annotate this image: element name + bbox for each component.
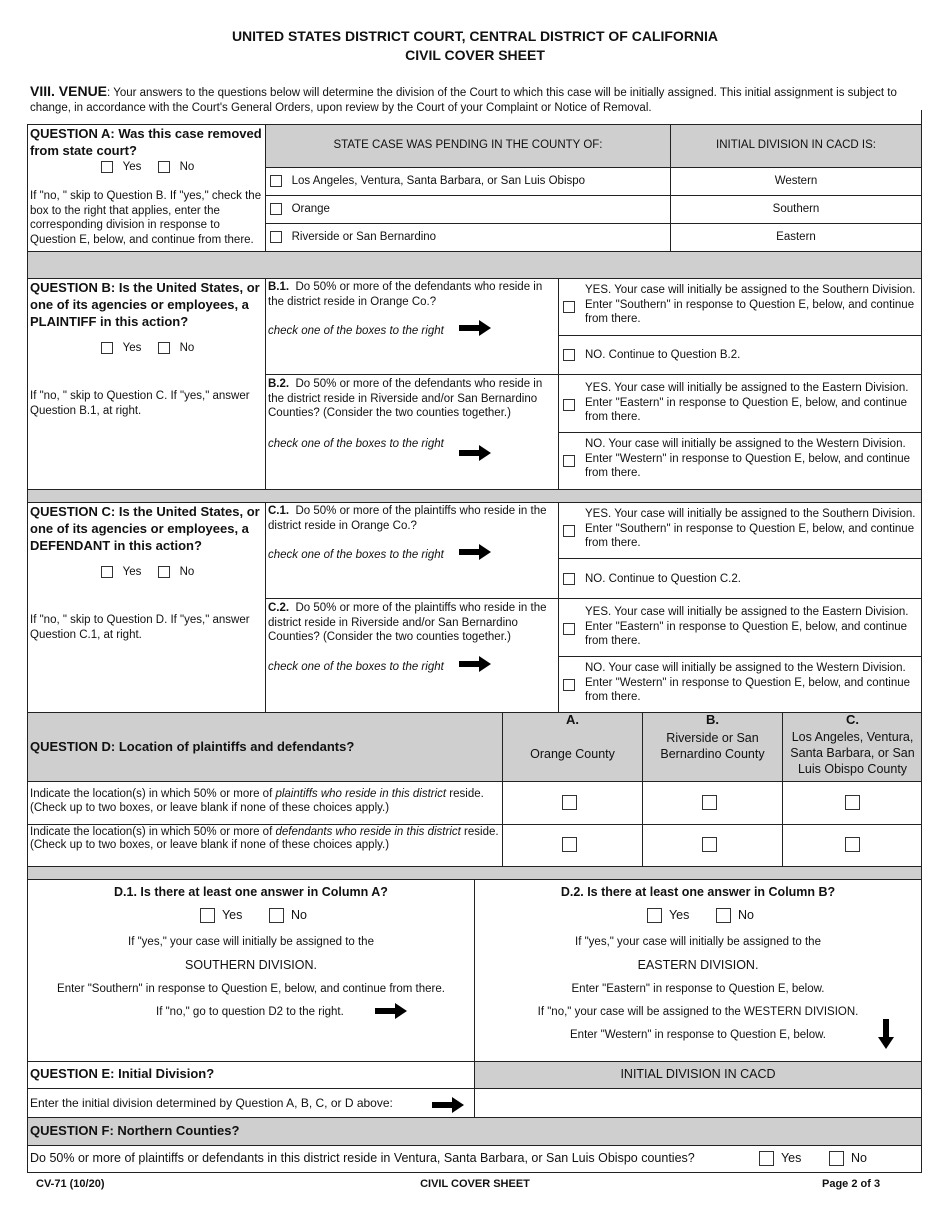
arrow-right-icon [375, 1003, 407, 1019]
division-eastern: Eastern [776, 231, 816, 243]
form-title: CIVIL COVER SHEET [405, 47, 545, 63]
c1-no-option: NO. Continue to Question C.2. [585, 573, 741, 585]
c2-question [268, 601, 556, 645]
question-c-instructions: If "no, " skip to Question D. If "yes," answer Question C.1, at right. [30, 614, 250, 641]
checkbox[interactable] [101, 161, 113, 173]
form-number: CV-71 (10/20) [36, 1178, 105, 1190]
question-b-title: QUESTION B: Is the United States, or one of its agencies or employees, a PLAINTIFF in this action? [30, 280, 260, 329]
c2-no-checkbox[interactable] [563, 679, 575, 691]
b2-question [268, 377, 556, 421]
d2-line5: Enter "Western" in response to Question E, below. [570, 1029, 826, 1041]
prompt-text: reside. (Check up to two boxes, or leave blank if none of these choices apply.) [30, 826, 499, 851]
d1-line3: Enter "Southern" in response to Question E, below, and continue from there. [57, 983, 445, 995]
column-b-label: Riverside or San Bernardino County [660, 731, 765, 761]
yes-label: Yes [122, 161, 142, 173]
checkbox[interactable] [101, 566, 113, 578]
prompt-emphasis: plaintiffs who reside in this district [275, 788, 447, 800]
arrow-down-icon [878, 1019, 894, 1049]
c1-check-note: check one of the boxes to the right [268, 549, 444, 561]
question-e-title: QUESTION E: Initial Division? [30, 1066, 215, 1081]
footer-title: CIVIL COVER SHEET [420, 1178, 530, 1190]
no-label: No [850, 1151, 867, 1165]
arrow-right-icon [432, 1097, 464, 1113]
checkbox[interactable] [270, 231, 282, 243]
checkbox[interactable] [647, 908, 662, 923]
checkbox[interactable] [270, 175, 282, 187]
column-c-letter: C. [846, 712, 859, 727]
initial-division-input[interactable] [480, 1096, 916, 1112]
b1-check-note: check one of the boxes to the right [268, 325, 444, 337]
yes-label: Yes [221, 908, 243, 922]
d2-no[interactable] [716, 908, 754, 923]
prompt-text: Indicate the location(s) in which 50% or more of [30, 788, 276, 800]
arrow-right-icon [459, 656, 491, 672]
prompt-emphasis: defendants who reside in this district [275, 826, 461, 838]
checkbox[interactable] [270, 203, 282, 215]
county-label: Riverside or San Bernardino [291, 231, 437, 243]
d2-division: EASTERN DIVISION. [637, 958, 759, 972]
venue-intro [30, 84, 925, 116]
defendants-location-prompt [30, 826, 500, 852]
defendants-col-c-checkbox[interactable] [845, 837, 860, 852]
checkbox[interactable] [829, 1151, 844, 1166]
d2-line4: If "no," your case will be assigned to the WESTERN DIVISION. [537, 1006, 859, 1018]
question-c-no[interactable] [158, 565, 194, 580]
question-c-yes[interactable] [101, 565, 141, 580]
c2-yes-checkbox[interactable] [563, 623, 575, 635]
c2-check-note: check one of the boxes to the right [268, 661, 444, 673]
initial-division-label: INITIAL DIVISION IN CACD [620, 1067, 776, 1081]
prompt-text: reside. (Check up to two boxes, or leave blank if none of these choices apply.) [30, 788, 484, 814]
b2-yes-option: YES. Your case will initially be assigned to the Eastern Division. Enter "Eastern" in response to Question E, below, and continue from there. [585, 382, 909, 423]
arrow-right-icon [459, 544, 491, 560]
checkbox[interactable] [200, 908, 215, 923]
checkbox[interactable] [158, 342, 170, 354]
question-f-no[interactable] [829, 1151, 867, 1166]
d2-yes[interactable] [647, 908, 689, 923]
c2-yes-option: YES. Your case will initially be assigned to the Eastern Division. Enter "Eastern" in response to Question E, below, and continue from there. [585, 606, 909, 647]
county-label: Los Angeles, Ventura, Santa Barbara, or San Luis Obispo [291, 175, 586, 187]
column-a-letter: A. [566, 712, 579, 727]
no-label: No [290, 908, 307, 922]
b2-text: Do 50% or more of the defendants who reside in the district reside in Riverside and/or San Bernardino Counties? (Consider the two counties together.) [268, 378, 543, 419]
county-option-riverside[interactable] [270, 230, 436, 245]
d1-no[interactable] [269, 908, 307, 923]
plaintiffs-location-prompt [30, 788, 500, 815]
column-a-label: Orange County [530, 747, 615, 761]
b1-text: Do 50% or more of the defendants who reside in the district reside in Orange Co.? [268, 281, 543, 308]
d1-yes[interactable] [200, 908, 242, 923]
checkbox[interactable] [158, 566, 170, 578]
d2-title: D.2. Is there at least one answer in Column B? [560, 885, 836, 899]
d2-line1: If "yes," your case will initially be assigned to the [575, 936, 821, 948]
plaintiffs-col-b-checkbox[interactable] [702, 795, 717, 810]
page-number: Page 2 of 3 [822, 1178, 881, 1190]
c2-no-option: NO. Your case will initially be assigned to the Western Division. Enter "Western" in response to Question E, below, and continue from there. [585, 662, 911, 703]
plaintiffs-col-c-checkbox[interactable] [845, 795, 860, 810]
question-a-instructions: If "no, " skip to Question B. If "yes," check the box to the right that applies, enter the corresponding division in response to Question E, below, and continue from there. [30, 190, 262, 246]
county-option-orange[interactable] [270, 202, 330, 217]
b2-no-option: NO. Your case will initially be assigned to the Western Division. Enter "Western" in response to Question E, below, and continue from there. [585, 438, 911, 479]
b2-no-checkbox[interactable] [563, 455, 575, 467]
no-label: No [179, 161, 195, 173]
d1-line4: If "no," go to question D2 to the right. [156, 1006, 344, 1018]
county-column-header: STATE CASE WAS PENDING IN THE COUNTY OF: [333, 139, 603, 151]
c2-label: C.2. [268, 602, 290, 614]
venue-text: : Your answers to the questions below will determine the division of the Court to which this case will be initially assigned. This initial assignment is subject to change, in accordance with the Court's General Orders, upon review by the Court of your Complaint or Notice of Removal. [30, 87, 897, 114]
checkbox[interactable] [759, 1151, 774, 1166]
d1-title: D.1. Is there at least one answer in Column A? [114, 885, 388, 899]
question-c-title: QUESTION C: Is the United States, or one of its agencies or employees, a DEFENDANT in this action? [30, 504, 260, 553]
yes-label: Yes [122, 342, 142, 354]
b2-label: B.2. [268, 378, 290, 390]
checkbox[interactable] [269, 908, 284, 923]
venue-heading: VIII. VENUE [30, 83, 108, 99]
c1-no-checkbox[interactable] [563, 573, 575, 585]
spacer-bar [27, 866, 922, 880]
question-a-title: QUESTION A: Was this case removed from state court? [30, 126, 262, 158]
question-f-prompt: Do 50% or more of plaintiffs or defendants in this district reside in Ventura, Santa Barbara, or San Luis Obispo counties? [30, 1151, 695, 1165]
question-f-title: QUESTION F: Northern Counties? [30, 1123, 240, 1138]
question-b-instructions: If "no, " skip to Question C. If "yes," answer Question B.1, at right. [30, 390, 250, 417]
checkbox[interactable] [158, 161, 170, 173]
c1-yes-checkbox[interactable] [563, 525, 575, 537]
court-title: UNITED STATES DISTRICT COURT, CENTRAL DISTRICT OF CALIFORNIA [231, 28, 719, 44]
no-label: No [179, 566, 195, 578]
spacer-bar [27, 251, 922, 279]
checkbox[interactable] [716, 908, 731, 923]
b1-yes-checkbox[interactable] [563, 301, 575, 313]
county-option-la[interactable] [270, 174, 585, 189]
division-column-header: INITIAL DIVISION IN CACD IS: [716, 139, 876, 151]
yes-label: Yes [668, 908, 690, 922]
question-e-prompt: Enter the initial division determined by Question A, B, C, or D above: [30, 1096, 393, 1110]
prompt-text: Indicate the location(s) in which 50% or more of [30, 826, 276, 838]
defendants-col-a-checkbox[interactable] [562, 837, 577, 852]
division-western: Western [774, 175, 818, 187]
b1-label: B.1. [268, 281, 290, 293]
yes-label: Yes [780, 1151, 802, 1165]
column-b-letter: B. [706, 712, 719, 727]
d1-line1: If "yes," your case will initially be assigned to the [128, 936, 374, 948]
d2-line3: Enter "Eastern" in response to Question E, below. [571, 983, 825, 995]
spacer-bar [27, 489, 922, 503]
c1-question [268, 504, 556, 533]
question-a-no[interactable] [158, 160, 194, 175]
b2-check-note: check one of the boxes to the right [268, 438, 444, 450]
question-b-no[interactable] [158, 341, 194, 356]
defendants-col-b-checkbox[interactable] [702, 837, 717, 852]
checkbox[interactable] [101, 342, 113, 354]
no-label: No [179, 342, 195, 354]
b1-yes-option: YES. Your case will initially be assigned to the Southern Division. Enter "Southern" in response to Question E, below, and continue from there. [585, 284, 916, 325]
arrow-right-icon [459, 445, 491, 461]
c2-text: Do 50% or more of the plaintiffs who reside in the district reside in Riverside and/or San Bernardino Counties? (Consider the two counties together.) [268, 602, 547, 643]
question-b-yes[interactable] [101, 341, 141, 356]
plaintiffs-col-a-checkbox[interactable] [562, 795, 577, 810]
column-c-label: Los Angeles, Ventura, Santa Barbara, or San Luis Obispo County [790, 730, 915, 776]
c1-label: C.1. [268, 505, 290, 517]
d1-division: SOUTHERN DIVISION. [185, 958, 317, 972]
no-label: No [737, 908, 754, 922]
b1-no-checkbox[interactable] [563, 349, 575, 361]
b2-yes-checkbox[interactable] [563, 399, 575, 411]
arrow-right-icon [459, 320, 491, 336]
c1-yes-option: YES. Your case will initially be assigned to the Southern Division. Enter "Southern" in response to Question E, below, and continue from there. [585, 508, 916, 549]
yes-label: Yes [122, 566, 142, 578]
division-southern: Southern [772, 203, 820, 215]
question-d-title: QUESTION D: Location of plaintiffs and defendants? [30, 739, 355, 754]
b1-question [268, 280, 556, 309]
b1-no-option: NO. Continue to Question B.2. [585, 349, 741, 361]
county-label: Orange [291, 203, 330, 215]
c1-text: Do 50% or more of the plaintiffs who reside in the district reside in Orange Co.? [268, 505, 547, 532]
question-f-yes[interactable] [759, 1151, 801, 1166]
question-a-yes[interactable] [101, 160, 141, 175]
